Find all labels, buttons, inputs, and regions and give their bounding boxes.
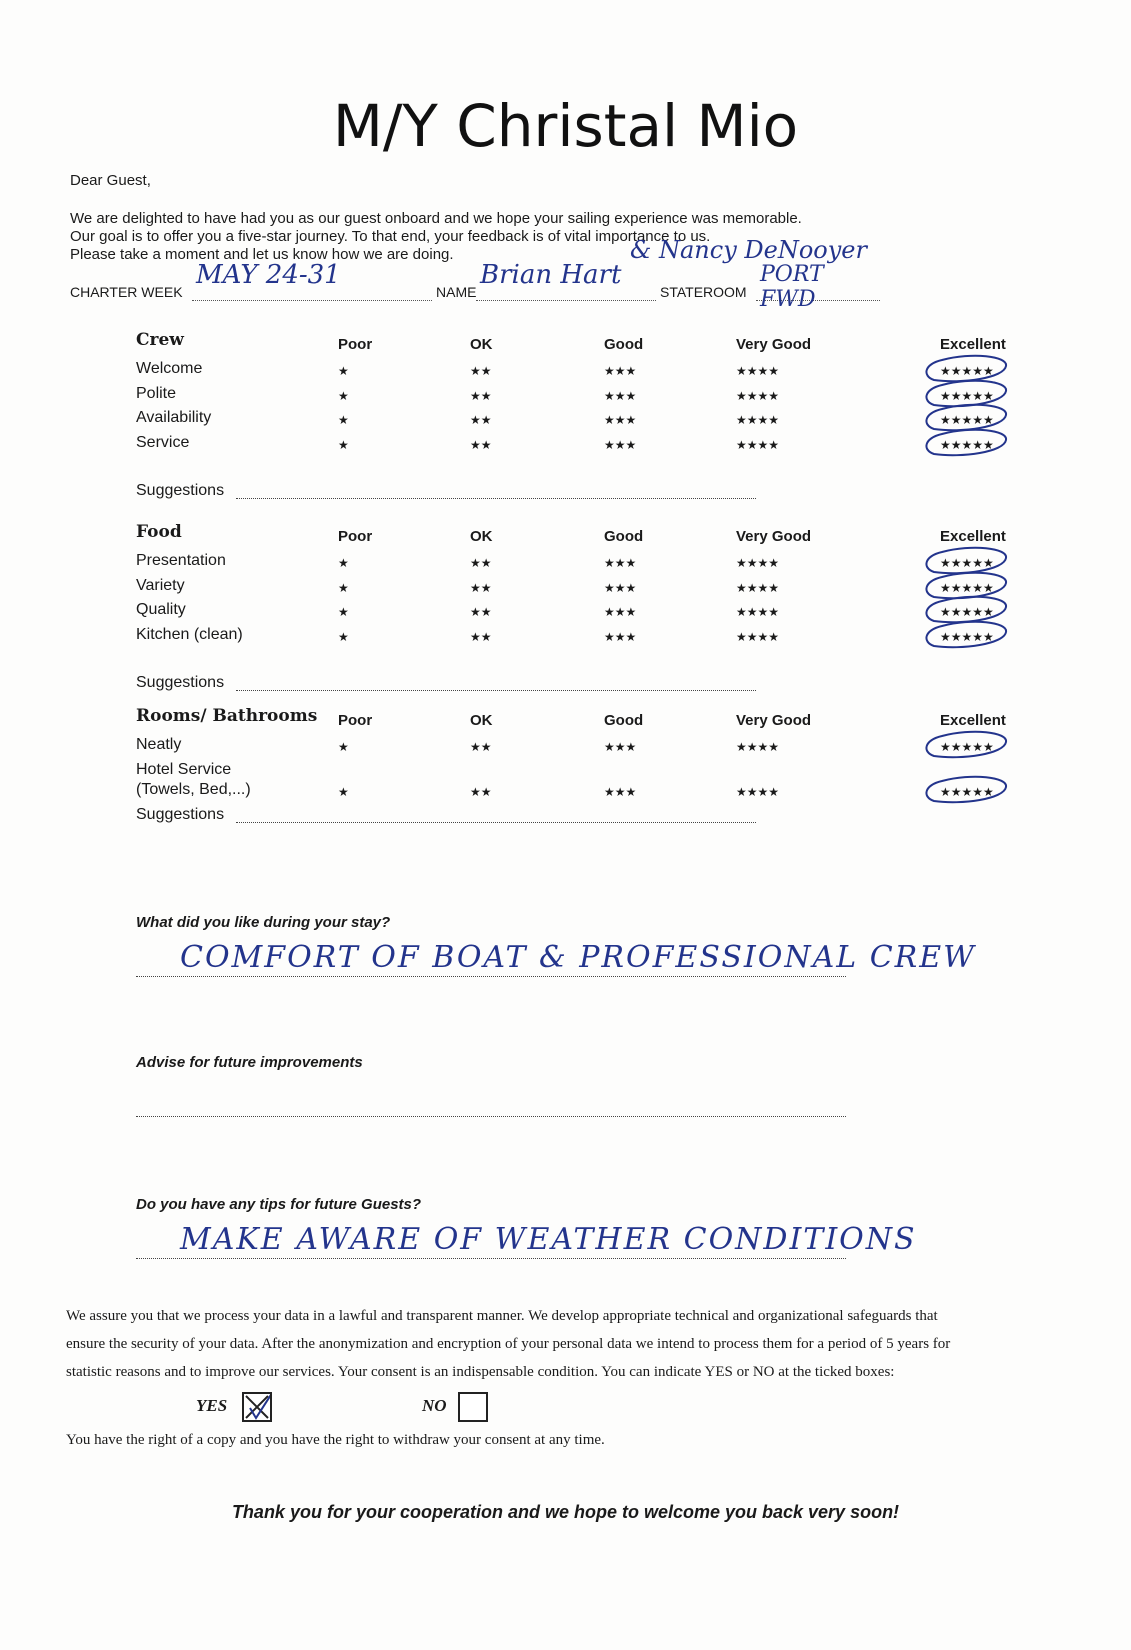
suggestions-field[interactable] (236, 498, 756, 499)
rating-option[interactable]: ★★★★★ (940, 388, 994, 403)
form-title: M/Y Christal Mio (332, 92, 799, 160)
intro-line: Our goal is to offer you a five-star journey. To that end, your feedback is of vital importance to us. (70, 228, 711, 245)
suggestions-label: Suggestions (136, 482, 225, 499)
suggestions-label: Suggestions (136, 806, 225, 823)
rating-option[interactable]: ★ (338, 740, 349, 754)
rating-column-header: Excellent (940, 712, 1006, 729)
rating-option[interactable]: ★★★ (604, 437, 637, 452)
rating-option[interactable]: ★★★★ (736, 629, 780, 644)
rating-column-header: Excellent (940, 528, 1006, 545)
rating-option[interactable]: ★★★★ (736, 556, 780, 570)
legal-line-copy: You have the right of a copy and you have the right to withdraw your consent at any time. (66, 1432, 605, 1448)
rating-row-label: Polite (136, 384, 177, 402)
rating-option[interactable]: ★★★★ (736, 437, 780, 452)
rating-option[interactable]: ★★★★★ (940, 605, 994, 619)
question-label: Do you have any tips for future Guests? (136, 1196, 422, 1213)
yes-checkbox[interactable] (242, 1392, 272, 1422)
charter-week-field[interactable] (192, 300, 432, 301)
rating-option[interactable]: ★★★ (604, 629, 637, 644)
rating-row-label: Variety (136, 576, 185, 594)
question-label: Advise for future improvements (136, 1054, 363, 1071)
rating-option[interactable]: ★★ (470, 580, 492, 595)
stateroom-label: STATEROOM (660, 284, 747, 300)
rating-option[interactable]: ★★★ (604, 364, 637, 378)
rating-row-label: Hotel Service (136, 760, 232, 778)
rating-option[interactable]: ★★ (470, 556, 492, 570)
rating-option[interactable]: ★★★ (604, 605, 637, 619)
legal-line: ensure the security of your data. After the anonymization and encryption of your personal data we intend to process them for a period of 5 years for (66, 1336, 951, 1352)
intro-line: Please take a moment and let us know how we are doing. (70, 246, 454, 263)
charter-week-label: CHARTER WEEK (70, 284, 183, 300)
rating-option[interactable]: ★ (338, 364, 349, 378)
rating-option[interactable]: ★★ (470, 413, 492, 427)
rating-option[interactable]: ★★★★★ (940, 413, 994, 427)
selected-rating-circle (922, 428, 1012, 462)
rating-column-header: Very Good (736, 712, 812, 729)
rating-row-label: Availability (136, 409, 212, 426)
thank-you-note: Thank you for your cooperation and we hope to welcome you back very soon! (231, 1502, 900, 1522)
rating-option[interactable]: ★★★ (604, 388, 637, 403)
rating-option[interactable]: ★★ (470, 437, 492, 452)
rating-column-header: Poor (338, 336, 373, 353)
rating-column-header: Very Good (736, 528, 812, 545)
rating-option[interactable]: ★★★★ (736, 605, 780, 619)
rating-option[interactable]: ★★★★★ (940, 364, 994, 378)
question-label: What did you like during your stay? (136, 914, 391, 931)
section-title: Food (136, 522, 182, 542)
rating-option[interactable]: ★ (338, 784, 349, 799)
rating-option[interactable]: ★★★★ (736, 784, 780, 799)
no-label: NO (422, 1396, 447, 1415)
suggestions-field[interactable] (236, 822, 756, 823)
rating-option[interactable]: ★★★ (604, 740, 637, 754)
legal-text (66, 1302, 1076, 1386)
answer-value: COMFORT OF BOAT & PROFESSIONAL CREW (180, 940, 976, 975)
name-field[interactable] (476, 300, 656, 301)
rating-option[interactable]: ★★★★★ (940, 556, 994, 570)
rating-column-header: Poor (338, 528, 373, 545)
selected-rating-circle (922, 620, 1012, 654)
charter-week-value: MAY 24-31 (196, 260, 341, 290)
rating-column-header: Poor (338, 712, 373, 729)
rating-option[interactable]: ★★★★ (736, 740, 780, 754)
rating-row-label: Neatly (136, 736, 182, 753)
rating-option[interactable]: ★ (338, 556, 349, 570)
rating-option[interactable]: ★★★★ (736, 580, 780, 595)
rating-column-header: Good (604, 528, 644, 545)
rating-row-label: Welcome (136, 360, 203, 377)
rating-option[interactable]: ★★★★★ (940, 629, 994, 644)
rating-option[interactable]: ★★★★ (736, 364, 780, 378)
rating-row-label: Service (136, 433, 190, 451)
rating-column-header: Good (604, 336, 644, 353)
rating-option[interactable]: ★ (338, 437, 349, 452)
rating-option[interactable]: ★ (338, 388, 349, 403)
answer-field[interactable] (136, 1116, 846, 1117)
rating-column-header: Very Good (736, 336, 812, 353)
checkmark-x-icon (244, 1394, 270, 1420)
intro-line: We are delighted to have had you as our guest onboard and we hope your sailing experience was memorable. (70, 210, 802, 227)
rating-row-label: Kitchen (clean) (136, 625, 243, 643)
rating-option[interactable]: ★★ (470, 740, 492, 754)
rating-row-sublabel: (Towels, Bed,...) (136, 780, 251, 798)
legal-line: We assure you that we process your data in a lawful and transparent manner. We develop appropriate technical and organizational safeguards that (66, 1308, 938, 1324)
name-value: Brian Hart (480, 260, 622, 290)
rating-column-header: Excellent (940, 336, 1006, 353)
suggestions-label: Suggestions (136, 674, 225, 691)
name-label: NAME (436, 284, 477, 300)
rating-option[interactable]: ★★★ (604, 784, 637, 799)
rating-option[interactable]: ★★ (470, 784, 492, 799)
answer-value: MAKE AWARE OF WEATHER CONDITIONS (180, 1222, 917, 1257)
rating-option[interactable]: ★★ (470, 605, 492, 619)
rating-option[interactable]: ★★ (470, 388, 492, 403)
rating-option[interactable]: ★★★ (604, 556, 637, 570)
selected-rating-circle (922, 730, 1012, 764)
yes-label: YES (196, 1396, 228, 1415)
rating-column-header: OK (470, 712, 493, 729)
rating-option[interactable]: ★ (338, 629, 349, 644)
rating-option[interactable]: ★★★★ (736, 413, 780, 427)
rating-option[interactable]: ★★★★★ (940, 580, 994, 595)
rating-row-label: Presentation (136, 552, 226, 569)
rating-option[interactable]: ★ (338, 580, 349, 595)
rating-column-header: OK (470, 528, 493, 545)
rating-column-header: Good (604, 712, 644, 729)
rating-option[interactable]: ★ (338, 605, 349, 619)
rating-option[interactable]: ★★ (470, 364, 492, 378)
rating-option[interactable]: ★★★ (604, 580, 637, 595)
stateroom-value: PORT FWD (760, 262, 824, 312)
rating-row-label: Quality (136, 601, 186, 618)
greeting: Dear Guest, (70, 172, 151, 189)
suggestions-field[interactable] (236, 690, 756, 691)
answer-field[interactable] (136, 1258, 846, 1259)
rating-option[interactable]: ★★★★★ (940, 740, 994, 754)
name-extra-value: & Nancy DeNooyer (630, 236, 867, 264)
selected-rating-circle (922, 775, 1012, 809)
section-title: Rooms/ Bathrooms (136, 706, 318, 726)
section-title: Crew (136, 330, 184, 350)
no-checkbox[interactable] (458, 1392, 488, 1422)
rating-option[interactable]: ★★★★ (736, 388, 780, 403)
rating-column-header: OK (470, 336, 493, 353)
rating-option[interactable]: ★★★★★ (940, 784, 994, 799)
rating-option[interactable]: ★★ (470, 629, 492, 644)
rating-option[interactable]: ★★★ (604, 413, 637, 427)
rating-option[interactable]: ★★★★★ (940, 437, 994, 452)
rating-option[interactable]: ★ (338, 413, 349, 427)
legal-line: statistic reasons and to improve our services. Your consent is an indispensable condition. You can indicate YES or NO at the ticked boxes: (66, 1364, 895, 1380)
answer-field[interactable] (136, 976, 846, 977)
